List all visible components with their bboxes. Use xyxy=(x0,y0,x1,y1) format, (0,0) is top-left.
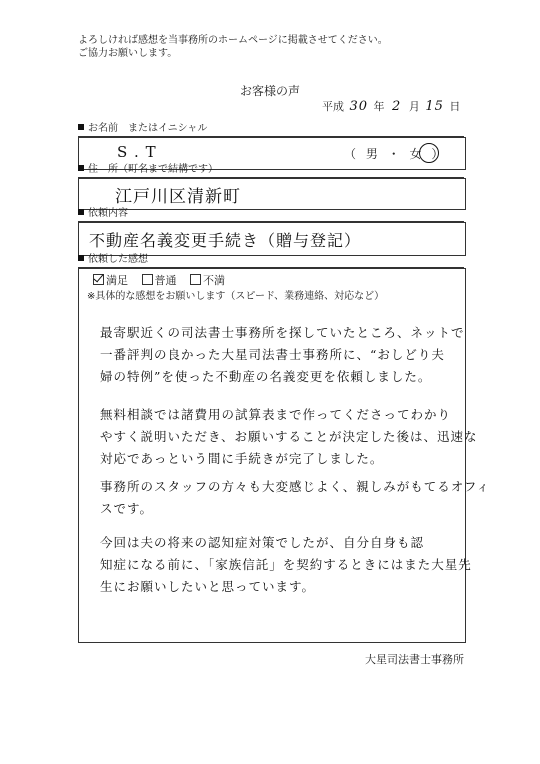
feedback-paragraph xyxy=(100,322,465,388)
bullet-square-icon xyxy=(78,255,84,261)
gender-close-paren: ） xyxy=(431,147,444,161)
address-field[interactable] xyxy=(78,178,466,210)
gender-female[interactable]: 女 xyxy=(409,147,422,161)
feedback-line: 一番評判の良かった大星司法書士事務所に、“おしどり夫 xyxy=(100,347,445,362)
request-field[interactable] xyxy=(78,222,466,256)
option-normal[interactable] xyxy=(142,274,177,287)
checkbox-icon[interactable] xyxy=(190,274,201,285)
date-year-unit: 年 xyxy=(373,100,385,113)
satisfaction-options xyxy=(93,272,225,288)
page-title: お客様の声 xyxy=(239,84,300,98)
bullet-square-icon xyxy=(78,209,84,215)
bullet-square-icon xyxy=(78,124,84,130)
feedback-line: 事務所のスタッフの方々も大変感じよく、親しみがもてるオフィ xyxy=(100,479,490,494)
request-section-header xyxy=(78,207,464,222)
date-month: 2 xyxy=(392,99,402,114)
date-day: 15 xyxy=(425,99,444,114)
feedback-label: 依頼した感想 xyxy=(88,254,148,265)
header-note-line-2: ご協力お願いします。 xyxy=(78,48,178,59)
feedback-line: 最寄駅近くの司法書士事務所を探していたところ、ネットで xyxy=(100,325,465,340)
feedback-line: 無料相談では諸費用の試算表まで作ってくださってわかり xyxy=(100,407,452,422)
feedback-line: 婦の特例”を使った不動産の名義変更を依頼しました。 xyxy=(100,369,432,384)
name-section-header xyxy=(78,122,464,137)
address-section-header xyxy=(78,163,464,178)
gender-open-paren: （ xyxy=(344,147,357,161)
feedback-paragraph xyxy=(100,476,490,520)
header-note xyxy=(78,34,388,60)
bullet-square-icon xyxy=(78,165,84,171)
option-label: 満足 xyxy=(106,274,128,287)
feedback-paragraph xyxy=(100,532,472,598)
date-month-unit: 月 xyxy=(408,100,420,113)
office-name-footer: 大星司法書士事務所 xyxy=(365,653,464,666)
option-label: 普通 xyxy=(154,274,177,287)
name-label: お名前 またはイニシャル xyxy=(88,123,208,134)
date-era: 平成 xyxy=(322,100,344,113)
selected-circle-icon xyxy=(419,143,439,163)
feedback-line: 今回は夫の将来の認知症対策でしたが、自分自身も認 xyxy=(100,535,425,550)
address-value: 江戸川区清新町 xyxy=(115,187,241,207)
name-value: S . T xyxy=(117,143,157,161)
feedback-instruction: ※具体的な感想をお願いします（スピード、業務連絡、対応など） xyxy=(87,291,385,302)
gender-dot: ・ xyxy=(387,147,400,161)
feedback-line: 知症になる前に、「家族信託」を契約するときにはまた大星先 xyxy=(100,557,472,572)
feedback-paragraph xyxy=(100,404,478,470)
date-day-unit: 日 xyxy=(449,100,461,113)
date-line xyxy=(322,98,460,114)
feedback-line: 生にお願いしたいと思っています。 xyxy=(100,579,316,594)
header-note-line-1: よろしければ感想を当事務所のホームページに掲載させてください。 xyxy=(78,35,388,46)
address-label: 住 所（町名まで結構です） xyxy=(88,164,218,175)
request-label: 依頼内容 xyxy=(88,208,128,219)
feedback-line: 対応であっという間に手続きが完了しました。 xyxy=(100,451,384,466)
checkbox-icon[interactable] xyxy=(142,274,153,285)
feedback-line: やすく説明いただき、お願いすることが決定した後は、迅速な xyxy=(100,429,478,444)
checkbox-checked-icon[interactable] xyxy=(93,274,104,285)
gender-male[interactable]: 男 xyxy=(365,147,378,161)
option-label: 不満 xyxy=(203,274,225,287)
date-year: 30 xyxy=(349,99,369,114)
feedback-line: スです。 xyxy=(100,501,154,516)
feedback-section-header xyxy=(78,253,464,268)
option-unsatisfied[interactable] xyxy=(190,274,225,287)
request-value: 不動産名義変更手続き（贈与登記） xyxy=(89,231,362,250)
option-satisfied[interactable] xyxy=(93,274,128,287)
